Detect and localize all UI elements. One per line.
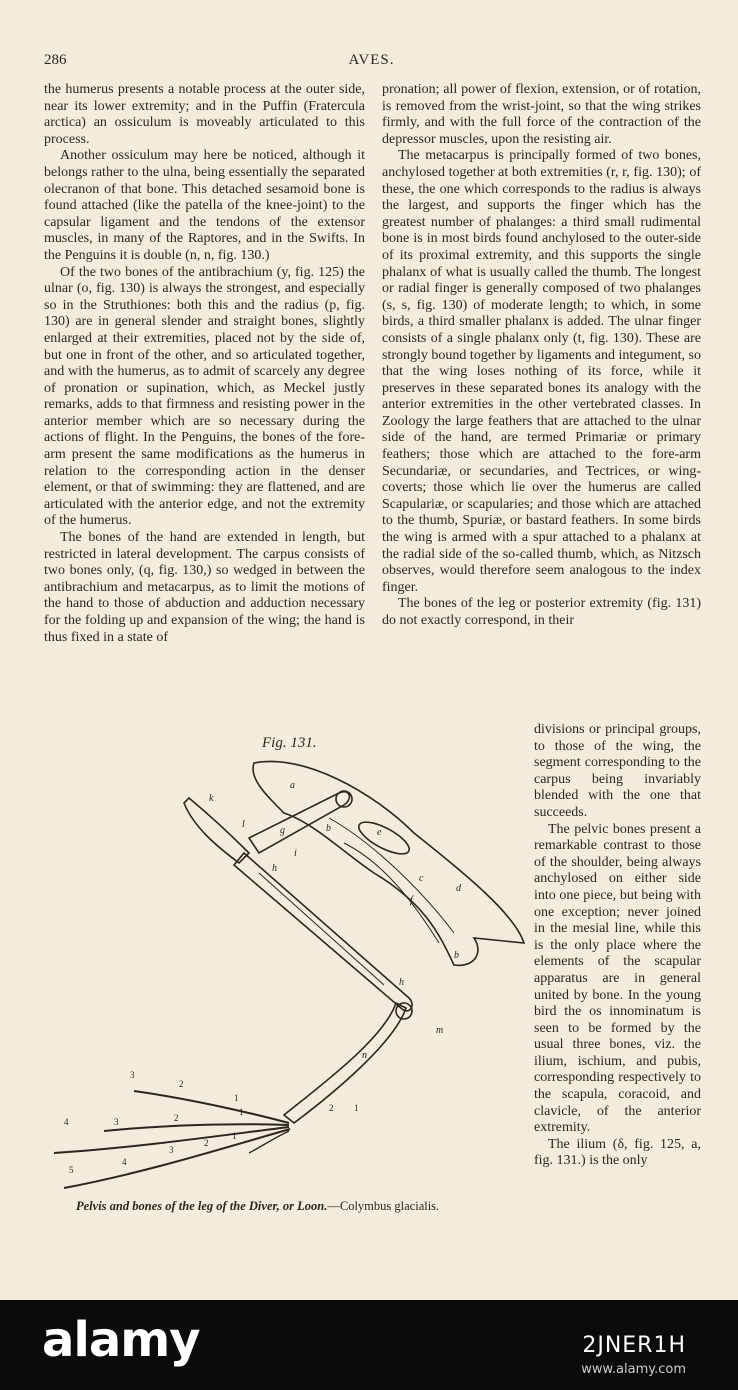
figure-letter-f: f — [410, 895, 413, 906]
toe-number: 1 — [239, 1107, 244, 1117]
image-id: 2JNER1H — [582, 1333, 686, 1358]
obturator-foramen — [355, 816, 414, 860]
paragraph: Another ossiculum may here be noticed, although it belongs rather to the ulna, being essentially the separated olecranon of that bone. This detached sesamoid bone is found attached (like the patella of the knee-joint) to the capsular ligament and the tendons of the extensor muscles, in many of the Raptores, and in the Swifts. In the Penguins it is double (n, n, fig. 130.) — [44, 148, 365, 263]
figure-131 — [44, 733, 526, 1218]
figure-letter-m: m — [436, 1025, 444, 1036]
pelvis-inner — [329, 818, 454, 933]
figure-letter-b2: b — [326, 823, 331, 834]
figure-letter-h2: h — [399, 977, 404, 988]
figure-letter-l: l — [242, 819, 245, 830]
figure-letter-n: n — [362, 1050, 367, 1061]
stock-url: www.alamy.com — [581, 1362, 686, 1377]
figure-letter-e: e — [377, 827, 382, 838]
figure-letter-i: i — [294, 848, 297, 859]
toe-number: 3 — [114, 1117, 119, 1127]
toe-number: 2 — [204, 1138, 209, 1148]
caption-species: —Colymbus glacialis. — [327, 1199, 440, 1213]
toe-number: 2 — [174, 1113, 179, 1123]
paragraph: The metacarpus is principally formed of two bones, anchylosed together at both extremities (r, r, fig. 130); of these, the one which corresponds to the radius is always the largest, and supports the finger which has the greatest number of phalanges: a third small rudimental bone is in most birds found anchylosed to the outer-side of its proximal extremity, and this supports the single phalanx of what is usually called the thumb. The longest or radial finger is generally composed of two phalanges (s, s, fig. 130) of moderate length; to which, in some birds, a third smaller phalanx is added. The ulnar finger consists of a single phalanx only (t, fig. 130). These are strongly bound together by ligaments and integument, so that the wing loses nothing of its force, while it preserves in these separated bones its analogy with the anterior extremities in the other vertebrated classes. In Zoology the large feathers that are attached to the ulnar side of the hand, are termed Primariæ or primary feathers; those which are attached to the fore-arm Secundariæ, or secundaries, and Tectrices, or wing-coverts; those which lie over the humerus are called Scapulariæ, or scapularies; and those which are attached to the thumb, Spuriæ, or bastard feathers. In some birds the wing is armed with a spur attached to a phalanx at the radial side of the so-called thumb, which, as Nitzsch observes, would therefore seem analogous to the index finger. — [382, 148, 701, 595]
toe-number: 2 — [179, 1079, 184, 1089]
toe-number: 4 — [64, 1117, 69, 1127]
paragraph: pronation; all power of flexion, extension, or of rotation, is removed from the wrist-joint, so that the wing strikes firmly, and with the full force of the contraction of the depressor muscles, upon the resisting air. — [382, 82, 701, 147]
figure-letter-c: c — [419, 873, 424, 884]
figure-letter-a: a — [290, 780, 295, 791]
figure-letter-k: k — [209, 793, 214, 804]
paragraph: divisions or principal groups, to those of the wing, the segment corresponding to the carpus being invariably blended with the one that succeeds. — [534, 722, 701, 820]
toe-number: 3 — [169, 1145, 174, 1155]
toe-4 — [64, 1129, 290, 1188]
paragraph: The bones of the hand are extended in length, but restricted in lateral development. The carpus consists of two bones only, (q, fig. 130,) so wedged in between the antibrachium and metacarpus, as to limit the motions of the hand to those of abduction and adduction necessary for the folding up and expansion of the wing; the hand is thus fixed in a state of — [44, 530, 365, 645]
toe-number: 2 — [329, 1103, 334, 1113]
tarsometatarsus-bone — [284, 1003, 406, 1123]
paragraph: the humerus presents a notable process at the outer side, near its lower extremity; and in the Puffin (Fratercula arctica) an ossiculum is moveably articulated to this process. — [44, 82, 365, 147]
toe-number: 4 — [122, 1157, 127, 1167]
fibula-bone — [259, 873, 384, 985]
toe-number: 1 — [354, 1103, 359, 1113]
stock-watermark-bar — [0, 1300, 738, 1390]
running-head: AVES. — [348, 52, 395, 68]
figure-label: Fig. 131. — [262, 735, 317, 751]
toe-number: 1 — [232, 1131, 237, 1141]
skeleton-illustration — [44, 753, 526, 1193]
toe-number: 1 — [234, 1093, 239, 1103]
page-number: 286 — [44, 52, 67, 68]
paragraph: The ilium (δ, fig. 125, a, fig. 131.) is the only — [534, 1136, 701, 1169]
alamy-logo: alamy — [42, 1312, 200, 1368]
right-narrow-column — [534, 722, 701, 1214]
left-column — [44, 82, 365, 727]
figure-letter-b: b — [454, 950, 459, 961]
paragraph: Of the two bones of the antibrachium (y, fig. 125) the ulnar (o, fig. 130) is always the strongest, and especially so in the Struthiones: both this and the radius (p, fig. 130) are in general slender and straight bones, slightly enlarged at their extremities, placed not by the side of, but one in front of the other, and so articulated together, and with the humerus, as to admit of scarcely any degree of pronation or supination, which, as Meckel justly remarks, adds to that firmness and resisting power in the anterior member which are so necessary during the actions of flight. In the Penguins, the bones of the fore-arm present the same modifications as the humerus in relation to the corresponding action in the denser element, or that of swimming: they are flattened, and are articulated with the anterior edge, and not the extremity of the humerus. — [44, 264, 365, 529]
page-header — [44, 52, 699, 76]
figure-letter-g: g — [280, 825, 285, 836]
paragraph: The pelvic bones present a remarkable contrast to those of the shoulder, being always anchylosed on either side into one piece, but being with one exception; never joined in the mesial line, while this is the only place where the elements of the scapular apparatus are in general united by bone. In the young bird the os innominatum is seen to be formed by the usual three bones, viz. the ilium, ischium, and pubis, corresponding respectively to the scapula, coracoid, and clavicle, of the anterior extremity. — [534, 821, 701, 1136]
caption-italic: Pelvis and bones of the leg of the Diver, or Loon. — [76, 1199, 328, 1213]
figure-caption — [76, 1199, 439, 1214]
toe-number: 5 — [69, 1165, 74, 1175]
pelvis-inner — [344, 843, 439, 943]
right-column — [382, 82, 701, 722]
toe-number: 3 — [130, 1070, 135, 1080]
figure-letter-h: h — [272, 863, 277, 874]
tibia-bone — [234, 853, 412, 1011]
toe-1 — [134, 1091, 289, 1123]
paragraph: The bones of the leg or posterior extremity (fig. 131) do not exactly correspond, in their — [382, 596, 701, 628]
pelvis-bone — [253, 761, 524, 965]
patella-bone — [184, 798, 249, 863]
figure-letter-d: d — [456, 883, 461, 894]
